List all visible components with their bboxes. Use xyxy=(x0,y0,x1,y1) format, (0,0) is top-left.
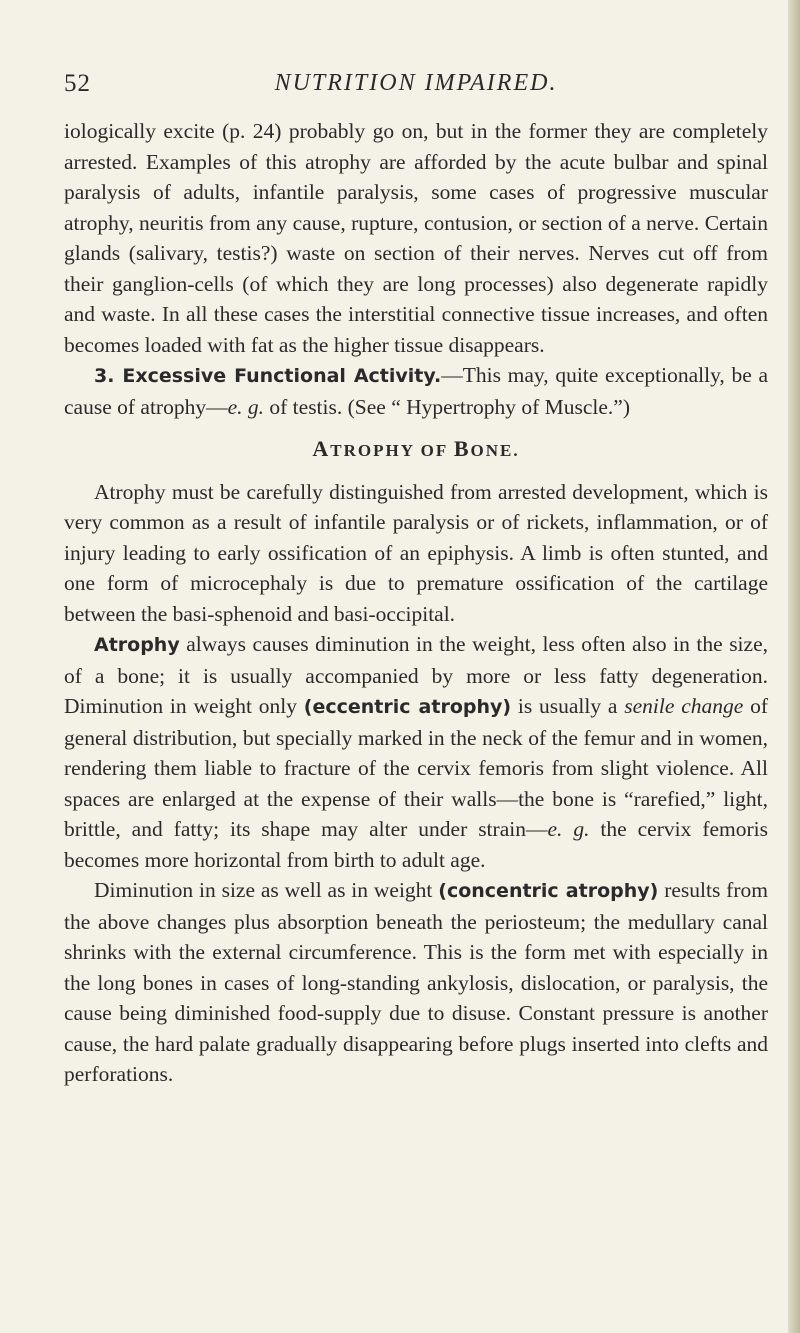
paragraph-text: —This may, quite exceptionally, be a cause of atrophy— xyxy=(64,363,768,419)
paragraph-functional-activity xyxy=(64,360,768,422)
paragraph-text: the cervix femoris becomes more horizontal from birth to adult age. xyxy=(64,817,768,872)
term-concentric-atrophy: (concentric atrophy) xyxy=(438,880,659,902)
paragraph-text: of testis. (See “ Hypertrophy of Muscle.”) xyxy=(264,394,631,419)
term-eccentric-atrophy: (eccentric atrophy) xyxy=(303,696,512,718)
paragraph-eccentric-atrophy xyxy=(64,629,768,875)
page-header xyxy=(64,70,768,110)
section-heading: ATROPHY OF BONE. xyxy=(312,436,520,461)
page-edge xyxy=(788,0,800,1333)
italic-term: senile change xyxy=(624,694,744,718)
paragraph-lead-heading: 3. Excessive Functional Activity. xyxy=(94,365,442,387)
paragraph-text: of general distribution, but specially marked in the neck of the femur and in women, rendering them liable to fracture of the cervix femoris from slight violence. All spaces are enlarged at the expense of their walls—the bone is “rarefied,” light, brittle, and fatty; its shape may alter under strain— xyxy=(64,694,768,841)
paragraph-lead-heading: Atrophy xyxy=(94,634,180,656)
italic-abbrev: e. g. xyxy=(547,817,590,841)
italic-abbrev: e. g. xyxy=(227,394,265,419)
paragraph-continuation: iologically excite (p. 24) probably go on, but in the former they are completely arrested. Examples of this atrophy are afforded by the acute bulbar and spinal paralysis of adults, infantile paralysis, some cases of progressive muscular atrophy, neuritis from any cause, rupture, contusion, or section of a nerve. Certain glands (salivary, testis?) waste on section of their nerves. Nerves cut off from their ganglion-cells (of which they are long processes) also degenerate rapidly and waste. In all these cases the interstitial connective tissue increases, and often becomes loaded with fat as the higher tissue disappears. xyxy=(64,119,768,357)
paragraph-arrested-development: Atrophy must be carefully distinguished from arrested development, which is very common as a result of infantile paralysis or of rickets, inflammation, or of injury leading to early ossification of an epiphysis. A limb is often stunted, and one form of microcephaly is due to premature ossification of the cartilage between the basi-sphenoid and basi-occipital. xyxy=(64,479,768,626)
paragraph-concentric-atrophy xyxy=(64,875,768,1090)
running-title: NUTRITION IMPAIRED. xyxy=(274,70,558,96)
page-body xyxy=(64,116,768,1090)
paragraph-text: Diminution in size as well as in weight xyxy=(94,878,439,902)
paragraph-text: always causes diminution in the weight, less often also in the size, of a bone; it is usually accompanied by more or less fatty degeneration. Diminution in weight only xyxy=(64,632,768,718)
paragraph-text: is usually a xyxy=(511,694,625,718)
paragraph-text: results from the above changes plus absorption beneath the periosteum; the medullary canal shrinks with the external circumference. This is the form met with especially in the long bones in cases of long-standing ankylosis, dislocation, or paralysis, the cause being diminished food-supply due to disuse. Constant pressure is another cause, the hard palate gradually disappearing before plugs inserted into clefts and perforations. xyxy=(64,878,768,1086)
page-number: 52 xyxy=(64,70,91,97)
